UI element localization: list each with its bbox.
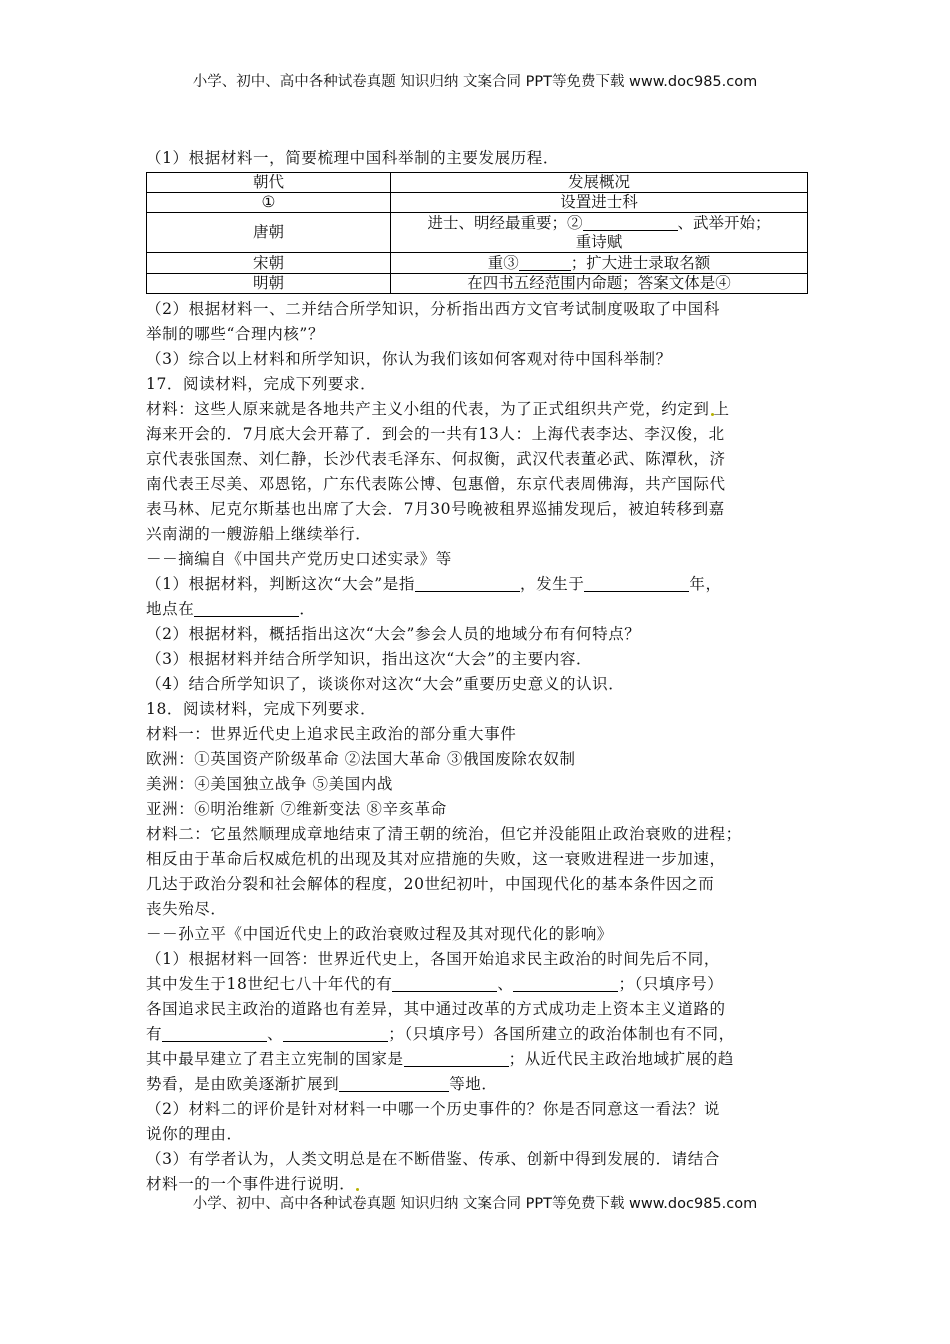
q18-question3-cont: 材料一的一个事件进行说明． bbox=[146, 1172, 806, 1197]
q17-question2: （2）根据材料，概括指出这次“大会”参会人员的地域分布有何特点？ bbox=[146, 625, 641, 643]
dynasty-cell: 宋朝 bbox=[147, 253, 391, 274]
page-footer: 小学、初中、高中各种试卷真题 知识归纳 文案合同 PPT等免费下载 www.doc985.com bbox=[192, 1196, 758, 1212]
q18-question1-line: 其中最早建立了君主立宪制的国家是 ；从近代民主政治地域扩展的趋 bbox=[146, 1050, 735, 1068]
dynasty-cell: 唐朝 bbox=[147, 213, 391, 253]
q16-part2-cont: 举制的哪些“合理内核”？ bbox=[146, 325, 325, 343]
development-cell: 进士、明经最重要；② 、武举开始； 重诗赋 bbox=[391, 213, 808, 253]
q17-material-line: 海来开会的．7月底大会开幕了．到会的一共有13人：上海代表李达、李汉俊，北 bbox=[146, 425, 725, 443]
q18-material1: 材料一：世界近代史上追求民主政治的部分重大事件 bbox=[146, 725, 517, 743]
q17-title: 17．阅读材料，完成下列要求． bbox=[146, 375, 377, 393]
q18-material2-line: 相反由于革命后权威危机的出现及其对应措施的失败，这一衰败进程进一步加速， bbox=[146, 850, 726, 868]
table-row bbox=[147, 193, 808, 213]
dynasty-cell: ① bbox=[147, 193, 391, 213]
q18-question1-line: 其中发生于18世纪七八十年代的有 、 ；（只填序号） bbox=[146, 975, 724, 993]
q18-question3: （3）有学者认为，人类文明总是在不断借鉴、传承、创新中得到发展的．请结合 bbox=[146, 1150, 720, 1168]
answer-blank[interactable] bbox=[583, 213, 678, 231]
answer-blank[interactable] bbox=[392, 974, 497, 992]
table-row bbox=[147, 274, 808, 294]
development-cell: 重③ ；扩大进士录取名额 bbox=[391, 253, 808, 274]
answer-blank[interactable] bbox=[162, 1024, 267, 1042]
answer-blank[interactable] bbox=[513, 974, 618, 992]
q17-material-line: 南代表王尽美、邓恩铭，广东代表陈公博、包惠僧，东京代表周佛海，共产国际代 bbox=[146, 475, 726, 493]
development-cell: 设置进士科 bbox=[391, 193, 808, 213]
page-header: 小学、初中、高中各种试卷真题 知识归纳 文案合同 PPT等免费下载 www.doc985.com bbox=[192, 74, 758, 90]
q18-material2-line: 材料二：它虽然顺理成章地结束了清王朝的统治，但它并没能阻止政治衰败的进程； bbox=[146, 825, 742, 843]
q17-material-line: 表马林、尼克尔斯基也出席了大会．7月30号晚被租界巡捕发现后，被迫转移到嘉 bbox=[146, 500, 725, 518]
q18-material2-line: 丧失殆尽． bbox=[146, 900, 227, 918]
q17-material-line: 兴南湖的一艘游船上继续举行． bbox=[146, 525, 372, 543]
q18-question2-cont: 说你的理由． bbox=[146, 1125, 243, 1143]
answer-blank[interactable] bbox=[339, 1074, 449, 1092]
keju-table bbox=[146, 172, 808, 294]
q18-question1: （1）根据材料一回答：世界近代史上，各国开始追求民主政治的时间先后不同， bbox=[146, 950, 720, 968]
q16-part2: （2）根据材料一、二并结合所学知识，分析指出西方文官考试制度吸取了中国科 bbox=[146, 300, 720, 318]
q18-question2: （2）材料二的评价是针对材料一中哪一个历史事件的？你是否同意这一看法？说 bbox=[146, 1100, 720, 1118]
document-body bbox=[146, 146, 806, 1197]
q16-part1: （1）根据材料一，简要梳理中国科举制的主要发展历程． bbox=[146, 149, 559, 167]
answer-blank[interactable] bbox=[404, 1049, 509, 1067]
dynasty-cell: 明朝 bbox=[147, 274, 391, 294]
q17-question1: （1）根据材料，判断这次“大会”是指 ，发生于 年， bbox=[146, 575, 722, 593]
answer-blank[interactable] bbox=[584, 574, 689, 592]
answer-blank[interactable] bbox=[283, 1024, 388, 1042]
table-header-development: 发展概况 bbox=[391, 173, 808, 193]
q18-europe: 欧洲：①英国资产阶级革命 ②法国大革命 ③俄国废除农奴制 bbox=[146, 750, 576, 768]
q18-title: 18．阅读材料，完成下列要求． bbox=[146, 700, 377, 718]
answer-blank[interactable] bbox=[415, 574, 520, 592]
q17-question3: （3）根据材料并结合所学知识，指出这次“大会”的主要内容． bbox=[146, 650, 593, 668]
q18-source: －－孙立平《中国近代史上的政治衰败过程及其对现代化的影响》 bbox=[146, 925, 613, 943]
q17-question1-cont: 地点在 ． bbox=[146, 600, 316, 618]
q18-america: 美洲：④美国独立战争 ⑤美国内战 bbox=[146, 775, 394, 793]
table-row bbox=[147, 213, 808, 253]
table-header-dynasty: 朝代 bbox=[147, 173, 391, 193]
table-row bbox=[147, 253, 808, 274]
answer-blank[interactable] bbox=[194, 599, 299, 617]
q17-material-line: 材料：这些人原来就是各地共产主义小组的代表，为了正式组织共产党，约定到 上 bbox=[146, 400, 730, 418]
q17-material-line: 京代表张国焘、刘仁静，长沙代表毛泽东、何叔衡，武汉代表董必武、陈潭秋，济 bbox=[146, 450, 726, 468]
answer-blank[interactable] bbox=[519, 253, 571, 271]
mark-dot bbox=[356, 1188, 359, 1191]
q18-question1-line: 势看，是由欧美逐渐扩展到 等地． bbox=[146, 1075, 498, 1093]
q16-part3: （3）综合以上材料和所学知识，你认为我们该如何客观对待中国科举制？ bbox=[146, 350, 672, 368]
q17-question4: （4）结合所学知识了，谈谈你对这次“大会”重要历史意义的认识． bbox=[146, 675, 625, 693]
q18-question1-line: 各国追求民主政治的道路也有差异，其中通过改革的方式成功走上资本主义道路的 bbox=[146, 1000, 726, 1018]
q18-question1-line: 有 、 ；（只填序号）各国所建立的政治体制也有不同， bbox=[146, 1025, 735, 1043]
q18-material2-line: 几达于政治分裂和社会解体的程度，20世纪初叶，中国现代化的基本条件因之而 bbox=[146, 875, 715, 893]
table-header-row bbox=[147, 173, 808, 193]
q17-source: －－摘编自《中国共产党历史口述实录》等 bbox=[146, 550, 452, 568]
q18-asia: 亚洲：⑥明治维新 ⑦维新变法 ⑧辛亥革命 bbox=[146, 800, 447, 818]
development-cell: 在四书五经范围内命题；答案文体是④ bbox=[391, 274, 808, 294]
